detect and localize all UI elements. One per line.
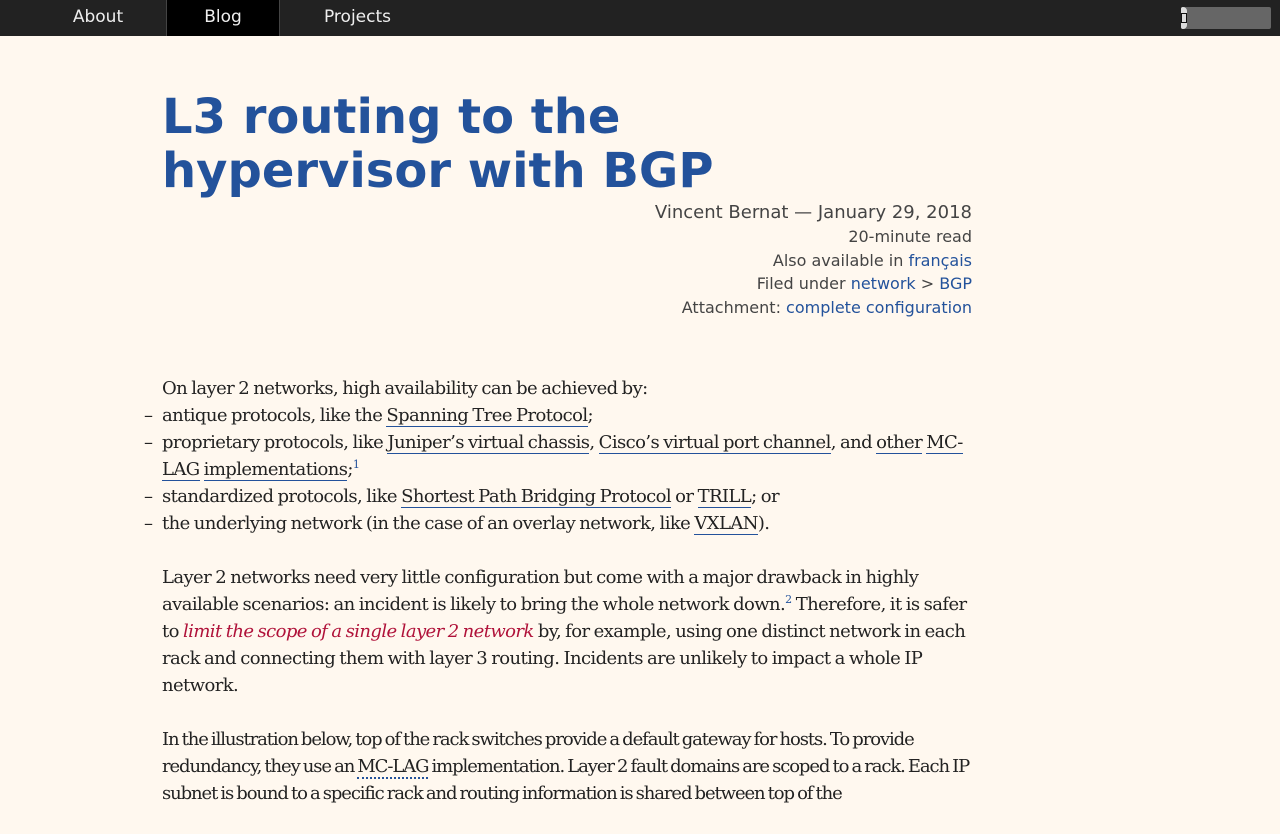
text: ; [587,405,593,426]
text: , [589,432,599,453]
category-separator: > [915,274,940,293]
list-item [162,402,972,429]
text: , and [830,432,877,453]
text: proprietary protocols, like [162,432,388,453]
byline-separator: — [788,202,818,223]
list-item [162,429,972,483]
footnote-ref-1[interactable]: 1 [352,458,360,471]
ha-methods-list [162,402,972,537]
link-spb[interactable]: Shortest Path Bridging Protocol [401,486,672,507]
link-implementations[interactable]: implementations [203,459,348,480]
nav-blog[interactable]: Blog [167,0,280,36]
reading-time: 20-minute read [848,227,972,246]
text: standardized protocols, like [162,486,402,507]
link-mc-lag[interactable]: MC-LAG [162,432,963,480]
footnote-ref-2[interactable]: 2 [785,593,792,606]
list-item [162,510,972,537]
text: ). [757,513,770,534]
link-trill[interactable]: TRILL [697,486,752,507]
intro-paragraph: On layer 2 networks, high availability can be achieved by: [162,378,648,399]
nav-projects[interactable]: Projects [323,7,392,27]
publish-date: January 29, 2018 [817,202,972,223]
paragraph-layer2-drawback [162,564,972,699]
author: Vincent Bernat [654,202,789,223]
article-meta [162,200,972,319]
text: ; [347,459,353,480]
text: the underlying network (in the case of an overlay network, like [162,513,695,534]
search-input[interactable] [1187,7,1280,29]
link-cisco-vpc[interactable]: Cisco’s virtual port channel [598,432,831,453]
link-francais[interactable]: français [908,250,972,270]
search-box [1181,7,1271,29]
text: antique protocols, like the [162,405,387,426]
text: or [671,486,698,507]
translations [162,249,972,273]
main-nav [0,0,1280,36]
nav-about[interactable]: About [0,0,167,36]
text: Therefore, it is safer to [162,594,967,642]
text: implementation. Layer 2 fault domains are scoped to a rack. Each IP subnet is bound to a specific rack and routing information is shared between top of the [162,756,970,804]
article-body [162,375,972,807]
attachment-label: Attachment: [681,297,787,317]
text: In the illustration below, top of the rack switches provide a default gateway for hosts. To provide redundancy, they use an [162,729,914,777]
translations-label: Also available in [772,250,909,270]
text: by, for example, using one distinct network in each rack and connecting them with layer 3 routing. Incidents are unlikely to impact a whole IP network. [162,621,966,696]
emphasis-text: limit the scope of a single layer 2 network [183,621,534,642]
article [162,36,972,834]
top-navigation-bar [0,0,1280,36]
byline [162,200,972,225]
paragraph-illustration [162,726,972,807]
link-other[interactable]: other [876,432,923,453]
text: ; or [751,486,779,507]
attachment [162,296,972,320]
text: Layer 2 networks need very little configuration but come with a major drawback in highly available scenarios: an incident is likely to bring the whole network down. [162,567,919,615]
link-spanning-tree[interactable]: Spanning Tree Protocol [386,405,588,426]
filed-under-label: Filed under [756,274,851,293]
category-network-link[interactable]: network [850,274,916,293]
page-title: L3 routing to the hypervisor with BGP [162,89,714,199]
link-vxlan[interactable]: VXLAN [694,513,758,534]
link-juniper-vc[interactable]: Juniper’s virtual chassis [387,432,590,453]
category-bgp-link[interactable]: BGP [939,274,972,293]
attachment-link[interactable]: complete configuration [786,297,972,317]
list-item [162,483,972,510]
abbr-mc-lag[interactable]: MC-LAG [357,756,429,777]
filed-under [162,272,972,296]
